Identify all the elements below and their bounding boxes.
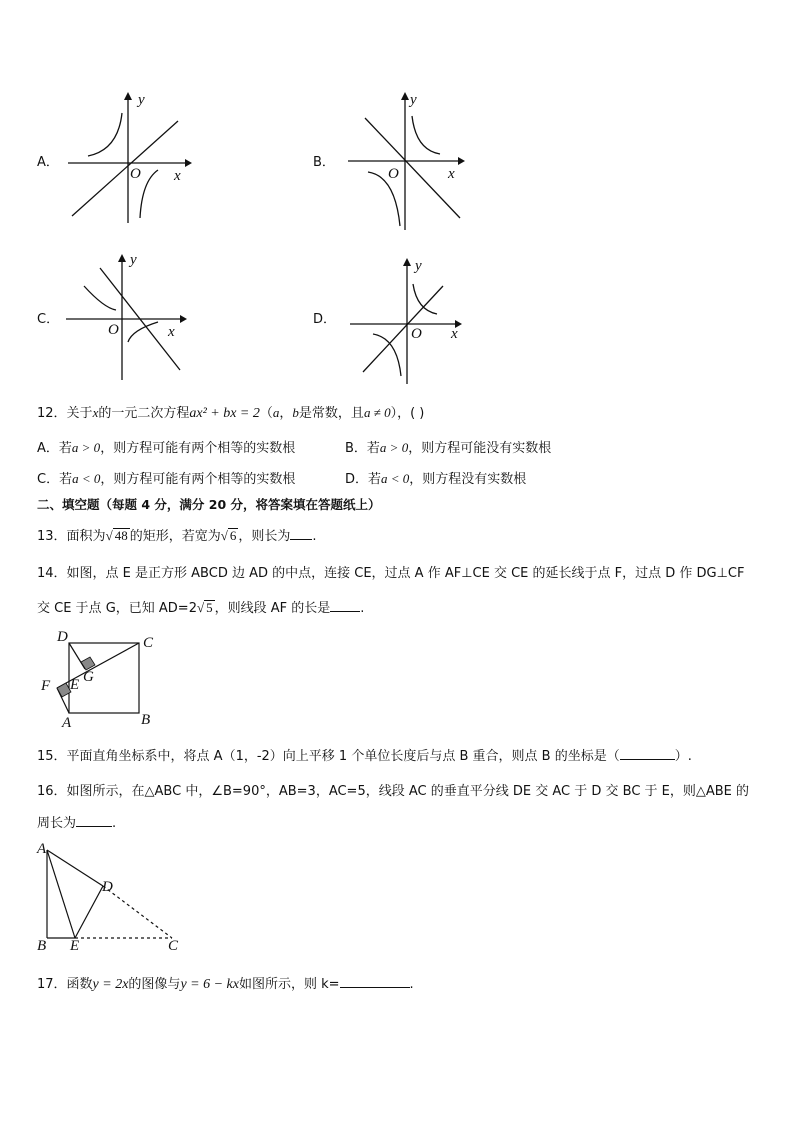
label-c: C <box>168 938 179 954</box>
q12-option-d-cond: a < 0 <box>381 471 410 486</box>
q16-text: 周长为 <box>37 816 77 831</box>
y-label: y <box>410 92 417 108</box>
q12-var-x: x <box>92 405 99 420</box>
q13-radicand-2: 6 <box>229 528 237 543</box>
label-b: B <box>141 712 151 728</box>
line-graph <box>363 286 443 372</box>
q13-text-a: 面积为 <box>66 529 106 544</box>
x-label: x <box>448 166 455 182</box>
q16-line-1: 16．如图所示，在△ABC 中，∠B=90°，AB=3，AC=5，线段 AC 的垂直平分线 DE 交 AC 于 D 交 BC 于 E，则△ABE 的 <box>37 784 750 799</box>
q12-equation: ax² + bx = 2 <box>189 406 260 421</box>
q12-option-a-prefix: A．若 <box>37 441 72 456</box>
q14-answer-blank[interactable] <box>330 599 360 612</box>
hyperbola-branch-upper <box>412 116 440 154</box>
q17-text-d: . <box>409 977 414 992</box>
q17-equation-2: y = 6 − kx <box>180 977 239 992</box>
q14-figure <box>35 628 165 731</box>
graph-option-a <box>60 88 200 228</box>
graph-option-b <box>340 88 480 233</box>
x-axis-arrow <box>458 157 465 165</box>
y-axis-arrow <box>403 258 411 266</box>
y-label: y <box>138 92 145 108</box>
hyperbola-branch-upper <box>88 113 122 156</box>
question-12 <box>37 402 424 422</box>
q17-answer-blank[interactable] <box>340 975 410 988</box>
q12-option-a-cond: a > 0 <box>71 440 101 455</box>
label-c: C <box>143 635 154 651</box>
square-abcd <box>69 643 139 713</box>
q12-option-d-prefix: D．若 <box>345 472 382 487</box>
question-15 <box>37 745 692 764</box>
q16-figure <box>30 838 190 958</box>
graph-option-c <box>62 248 202 383</box>
q13-radicand-1: 48 <box>114 528 128 543</box>
y-label: y <box>130 252 137 268</box>
sqrt-symbol: √ <box>105 528 113 543</box>
question-17 <box>37 973 414 993</box>
q12-text-c: （ <box>259 406 273 421</box>
option-d-label: D． <box>313 312 337 327</box>
q17-text-b: 的图像与 <box>128 977 181 992</box>
hyperbola-branch-lower <box>128 322 158 342</box>
label-a: A <box>37 841 47 857</box>
q14-line-2 <box>37 597 364 616</box>
q14-text-b: ，则线段 AF 的长是 <box>214 601 331 616</box>
q12-option-b-prefix: B．若 <box>345 441 380 456</box>
origin-label: O <box>130 166 141 182</box>
origin-label: O <box>388 166 399 182</box>
label-f: F <box>41 678 51 694</box>
hyperbola-branch-upper <box>413 284 437 314</box>
hyperbola-branch-lower <box>373 334 401 376</box>
label-g: G <box>83 669 94 685</box>
y-label: y <box>415 258 422 274</box>
q14-radicand: 5 <box>206 600 213 615</box>
q12-number: 12． <box>37 406 67 421</box>
section-2-title: 二、填空题（每题 4 分，满分 20 分，将答案填在答题纸上） <box>37 497 381 512</box>
question-13 <box>37 525 317 544</box>
y-axis-arrow <box>118 254 126 262</box>
q13-text-c: ，则长为 <box>238 529 291 544</box>
q17-text-a: 17．函数 <box>37 977 93 992</box>
q12-option-b-cond: a > 0 <box>379 440 409 455</box>
segment-dc <box>103 886 172 938</box>
x-axis-arrow <box>185 159 192 167</box>
q12-option-a <box>37 437 295 456</box>
q12-option-c-cond: a < 0 <box>72 471 101 486</box>
q12-var-b: b <box>292 405 299 420</box>
line-graph <box>72 121 178 216</box>
q12-text-e: ），( ) <box>390 406 425 421</box>
q13-text-b: 的矩形，若宽为 <box>129 529 221 544</box>
option-b-label: B． <box>313 155 335 170</box>
x-label: x <box>174 168 181 184</box>
q17-text-c: 如图所示，则 k= <box>238 977 340 992</box>
q13-answer-blank[interactable] <box>290 527 312 540</box>
label-e: E <box>70 938 80 954</box>
label-e: E <box>70 677 80 693</box>
q14-line-1: 14．如图，点 E 是正方形 ABCD 边 AD 的中点，连接 CE，过点 A 作 AF⊥CE 交 CE 的延长线于点 F，过点 D 作 DG⊥CF <box>37 566 745 581</box>
q12-var-a: a <box>272 405 280 420</box>
label-b: B <box>37 938 47 954</box>
q16-text-end: . <box>112 816 117 831</box>
q12-text-b: 的一元二次方程 <box>98 406 190 421</box>
label-d: D <box>102 879 113 895</box>
q12-text-a: 关于 <box>66 406 93 421</box>
q12-option-c <box>37 468 295 487</box>
segment-ad <box>47 850 103 886</box>
sqrt-symbol: √ <box>220 528 228 543</box>
sqrt-symbol: √ <box>196 600 205 615</box>
x-label: x <box>168 324 175 340</box>
option-c-label: C． <box>37 312 60 327</box>
y-axis-arrow <box>124 92 132 100</box>
label-a: A <box>62 715 72 731</box>
q15-text: 15．平面直角坐标系中，将点 A（1，-2）向上平移 1 个单位长度后与点 B 重合，则点 B 的坐标是（ <box>37 749 620 764</box>
q16-answer-blank[interactable] <box>76 814 112 827</box>
q14-text-a: 交 CE 于点 G，已知 AD=2 <box>37 601 197 616</box>
x-axis-arrow <box>180 315 187 323</box>
segment-de <box>75 886 103 938</box>
q12-option-c-prefix: C．若 <box>37 472 73 487</box>
origin-label: O <box>108 322 119 338</box>
q14-text-c: . <box>360 601 365 616</box>
q17-equation-1: y = 2x <box>92 977 129 992</box>
y-axis-arrow <box>401 92 409 100</box>
q12-text-d: 是常数，且 <box>298 406 364 421</box>
q13-number: 13． <box>37 529 67 544</box>
x-label: x <box>451 326 458 342</box>
line-graph <box>365 118 460 218</box>
hyperbola-branch-upper <box>84 286 116 310</box>
q12-condition: a ≠ 0 <box>363 405 391 420</box>
graph-option-d <box>345 252 485 387</box>
option-a-label: A． <box>37 155 59 170</box>
q12-option-d-text: ，则方程没有实数根 <box>409 472 527 487</box>
q12-option-b-text: ，则方程可能没有实数根 <box>408 441 552 456</box>
hyperbola-branch-lower <box>140 170 158 218</box>
q16-line-2 <box>37 812 116 831</box>
label-d: D <box>57 629 68 645</box>
q15-answer-blank[interactable] <box>620 747 675 760</box>
q12-option-d <box>345 468 526 487</box>
q12-option-c-text: ，则方程可能有两个相等的实数根 <box>100 472 296 487</box>
q12-option-b <box>345 437 551 456</box>
q15-text-end: ）. <box>674 749 692 764</box>
q13-text-d: . <box>312 529 317 544</box>
q12-sep: ， <box>279 406 293 421</box>
q12-option-a-text: ，则方程可能有两个相等的实数根 <box>100 441 296 456</box>
origin-label: O <box>411 326 422 342</box>
segment-ae <box>47 850 75 938</box>
